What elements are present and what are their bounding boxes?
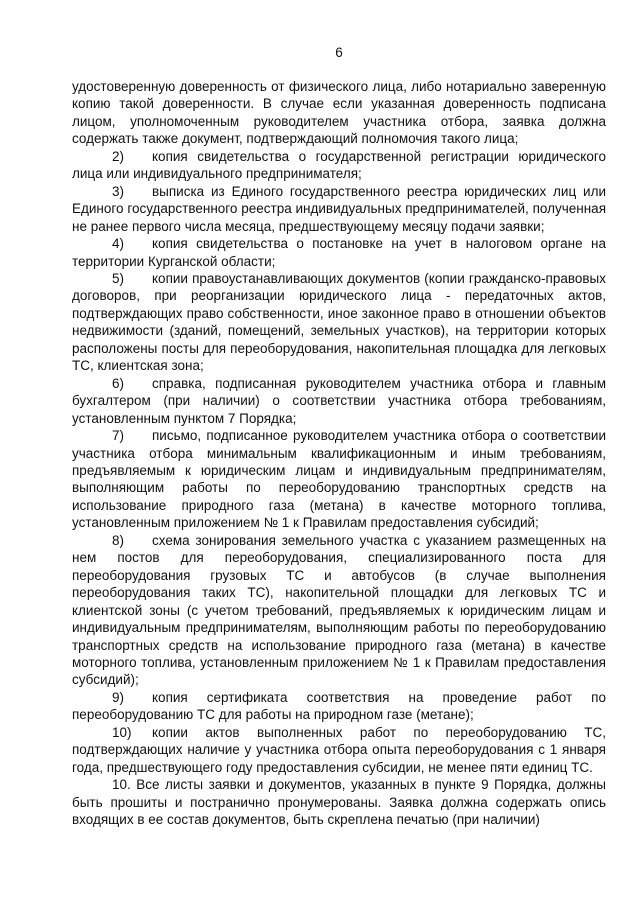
paragraph-continuation [72, 78, 606, 148]
page-number: 6 [335, 45, 343, 60]
item-text: копии правоустанавливающих документов (копии гражданско-правовых договоров, при реорганизации юридического лица - передаточных актов, подтверждающих право собственности, иное законное право в отношении объектов недвижимости (зданий, помещений, земельных участков), на территории которых расположены посты для переоборудования, накопительная площадка для легковых ТС, клиентская зона; [72, 270, 606, 374]
item-number: 5) [112, 270, 125, 286]
list-item-6 [72, 375, 606, 427]
item-number: 6) [112, 375, 125, 391]
item-text: схема зонирования земельного участка с указанием размещенных на нем постов для переоборудования, специализированного поста для переоборудования грузовых ТС и автобусов (в случае выполнения переоборудования таких ТС), накопительной площадки для легковых ТС и клиентской зоны (с учетом требований, предъявляемых к юридическим лицам и индивидуальным предпринимателям, выполняющим работы по переоборудованию транспортных средств на использование природного газа (метана) в качестве моторного топлива, установленным приложением № 1 к Правилам предоставления субсидий); [72, 532, 606, 688]
item-number: 9) [112, 689, 125, 705]
item-text: выписка из Единого государственного реестра юридических лиц или Единого государственного реестра индивидуальных предпринимателей, полученная не ранее первого числа месяца, предшествующему месяцу подачи заявки; [72, 183, 606, 234]
item-text: справка, подписанная руководителем участника отбора и главным бухгалтером (при наличии) о соответствии участника отбора требованиям, установленным пунктом 7 Порядка; [72, 375, 606, 426]
item-text: копия свидетельства о государственной регистрации юридического лица или индивидуального предпринимателя; [72, 148, 606, 182]
list-item-8 [72, 532, 606, 689]
item-text: копия свидетельства о постановке на учет в налоговом органе на территории Курганской области; [72, 236, 606, 269]
list-item-3 [72, 183, 606, 235]
list-item-10 [72, 724, 606, 776]
paragraph-text: удостоверенную доверенность от физического лица, либо нотариально заверенную копию такой доверенности. В случае если указанная доверенность подписана лицом, уполномоченным руководителем участника отбора, заявка должна содержать также документ, подтверждающий полномочия такого лица; [72, 79, 606, 147]
item-number: 10) [112, 724, 132, 740]
item-number: 7) [112, 428, 125, 444]
item-text: копия сертификата соответствия на проведение работ по переоборудованию ТС для работы на природном газе (метане); [72, 689, 606, 723]
list-item-5 [72, 270, 606, 375]
list-item-7 [72, 427, 606, 532]
item-number: 3) [112, 183, 125, 199]
list-item-4 [72, 235, 606, 270]
list-item-2 [72, 148, 606, 183]
item-text: письмо, подписанное руководителем участника отбора о соответствии участника отбора минимальным квалификационным и иным требованиям, предъявляемым к юридическим лицам и индивидуальным предпринимателям, выполняющим работы по переоборудованию транспортных средств на использование природного газа (метана) в качестве моторного топлива, установленным приложением № 1 к Правилам предоставления субсидий; [72, 428, 606, 531]
item-number: 8) [112, 532, 125, 548]
section-10-paragraph [72, 776, 606, 828]
item-number: 2) [112, 148, 125, 164]
item-text: копии актов выполненных работ по переоборудованию ТС, подтверждающих наличие у участника отбора опыта переоборудования с 1 января года, предшествующего году предоставления субсидии, не менее пяти единиц ТС. [72, 724, 606, 775]
paragraph-text: 10. Все листы заявки и документов, указанных в пункте 9 Порядка, должны быть прошиты и постранично пронумерованы. Заявка должна содержать опись входящих в ее состав документов, быть скреплена печатью (при наличии) [72, 777, 606, 828]
item-number: 4) [112, 236, 125, 252]
list-item-9 [72, 689, 606, 724]
document-body [72, 78, 606, 828]
